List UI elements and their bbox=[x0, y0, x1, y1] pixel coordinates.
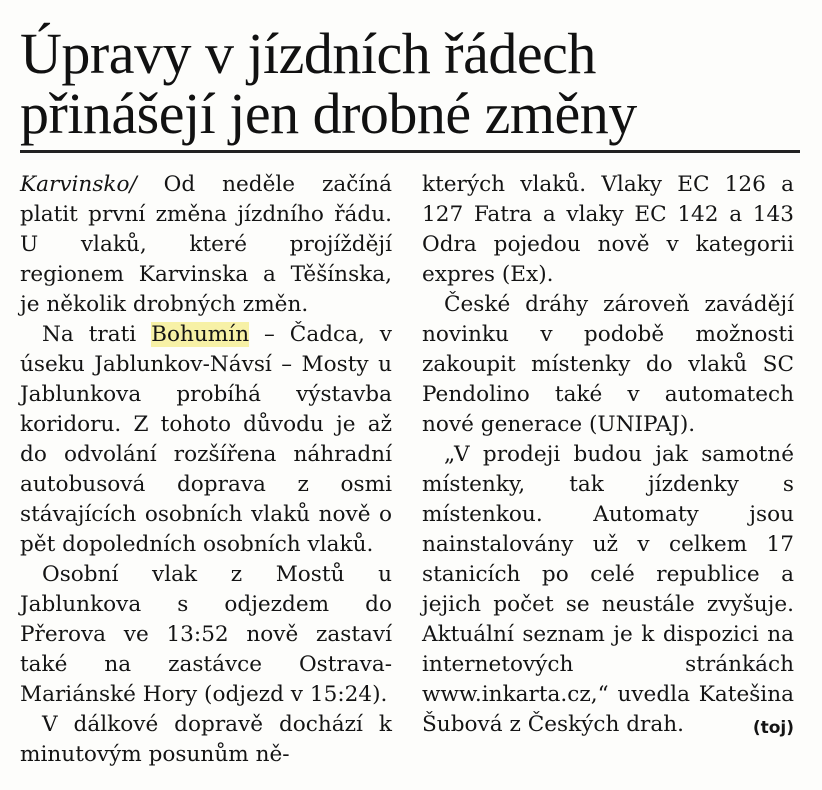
construction-text-rest: – Čadca, v úseku Jablunkov-Návsí – Mosty u Jablunkova probíhá výstavba koridoru. Z tohoto důvodu je až do odvolání rozšířena náhradní autobusová doprava z osmi stávajících osobních vlaků nově o pět dopoledních osobních vlaků. bbox=[20, 322, 392, 557]
headline-line-1: Úpravy v jízdních řádech bbox=[20, 21, 596, 86]
article-column-left bbox=[20, 170, 392, 770]
paragraph-long-distance-continued: kterých vlaků. Vlaky EC 126 a 127 Fatra a vlaky EC 142 a 143 Odra pojedou nově v kategorii expres (Ex). bbox=[422, 172, 794, 287]
headline bbox=[20, 21, 810, 146]
paragraph-pendolino: České dráhy zároveň zavádějí novinku v podobě možnosti zakoupit místenky do vlaků SC Pendolino také v automatech nové generace (UNIPAJ). bbox=[422, 292, 794, 437]
quote-text: „V prodeji budou jak samotné místenky, tak jízdenky s místenkou. Automaty jsou nainstalovány už v celkem 17 stanicích po celé republice a jejich počet se neustále zvyšuje. Aktuální seznam je k dispozici na internetových stránkách www.inkarta.cz,“ uvedla Katešina Šubová z Českých drah. bbox=[422, 442, 794, 737]
highlighted-place-name: Bohumín bbox=[151, 322, 250, 347]
headline-rule bbox=[20, 150, 800, 153]
intro-text: Od neděle začíná platit první změna jízdního řádu. U vlaků, které projíždějí regionem Karvinska a Těšínska, je několik drobných změn. bbox=[20, 172, 392, 317]
article-column-right bbox=[422, 170, 794, 743]
construction-text-start: Na trati bbox=[42, 322, 152, 347]
dateline: Karvinsko/ bbox=[20, 172, 137, 197]
paragraph-passenger-train: Osobní vlak z Mostů u Jablunkova s odjezdem do Přerova ve 13:52 nově zastaví také na zastávce Ostrava-Mariánské Hory (odjezd v 15:24). bbox=[20, 562, 392, 707]
paragraph-intro bbox=[20, 170, 392, 320]
paragraph-quote bbox=[422, 440, 794, 740]
headline-line-2: přinášejí jen drobné změny bbox=[20, 81, 637, 146]
author-signature: (toj) bbox=[752, 718, 794, 738]
paragraph-long-distance-start: V dálkové dopravě dochází k minutovým posunům ně- bbox=[20, 712, 392, 767]
paragraph-construction bbox=[20, 320, 392, 560]
